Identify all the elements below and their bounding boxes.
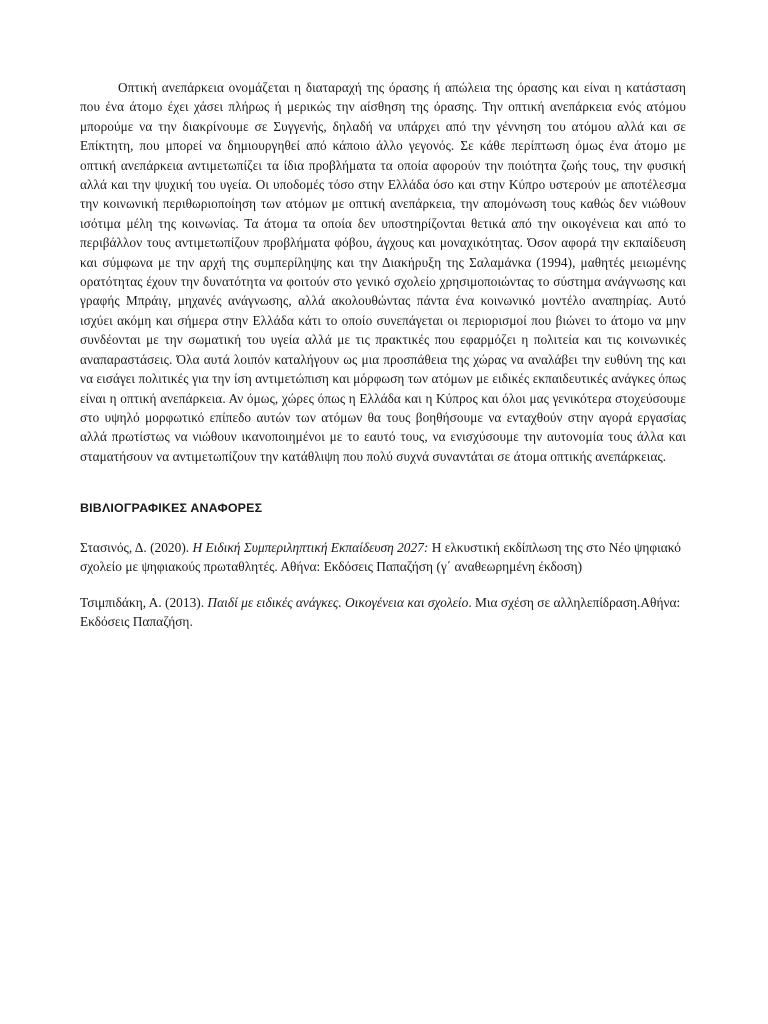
body-paragraph: Οπτική ανεπάρκεια ονομάζεται η διαταραχή της όρασης ή απώλεια της όρασης και είναι η κατάσταση που ένα άτομο έχει χάσει πλήρως ή μερικώς την αίσθηση της όρασης. Την οπτική ανεπάρκεια ενός ατόμου μπορούμε να την διακρίνουμε σε Συγγενής, δηλαδή να υπάρχει από την γέννηση του ατόμου αλλά και σε Επίκτητη, που μπορεί να δημιουργηθεί από κάποιο άλλο γεγονός. Σε κάθε περίπτωση όμως ένα άτομο με οπτική ανεπάρκεια αντιμετωπίζει τα ίδια προβλήματα τα οποία αφορούν την ποιότητα ζωής τους, την φυσική αλλά και την ψυχική του υγεία. Οι υποδομές τόσο στην Ελλάδα όσο και στην Κύπρο υστερούν με αποτέλεσμα την κοινωνική περιθωριοποίηση των ατόμων με οπτική ανεπάρκεια, την απομόνωση τους καθώς δεν νιώθουν ισότιμα μέλη της κοινωνίας. Τα άτομα τα οποία δεν υποστηρίζονται θετικά από την οικογένεια και από το περιβάλλον τους αντιμετωπίζουν προβλήματα φόβου, άγχους και μοναχικότητας. Όσον αφορά την εκπαίδευση και σύμφωνα με την αρχή της συμπερίληψης και την Διακήρυξη της Σαλαμάνκα (1994), μαθητές μειωμένης ορατότητας έχουν την δυνατότητα να φοιτούν στο γενικό σχολείο χρησιμοποιώντας το σύστημα ανάγνωσης και γραφής Μπράιγ, μηχανές ανάγνωσης, αλλά ακολουθώντας πάντα ένα κοινωνικό μοντέλο αναπηρίας. Αυτό ισχύει ακόμη και σήμερα στην Ελλάδα κάτι το οποίο συνεπάγεται οι περιορισμοί που βιώνει το άτομο να μην συνδέονται με την σωματική του υγεία αλλά με τις πρακτικές που εφαρμόζει η πολιτεία και τις κοινωνικές αναπαραστάσεις. Όλα αυτά λοιπόν καταλήγουν ως μια προσπάθεια της χώρας να αναλάβει την ευθύνη της και να εισάγει πολιτικές για την ίση αντιμετώπιση και μόρφωση των ατόμων με ειδικές εκπαιδευτικές ανάγκες όπως είναι η οπτική ανεπάρκεια. Αν όμως, χώρες όπως η Ελλάδα και η Κύπρος και όλοι μας γενικότερα στοχεύσουμε στο υψηλό μορφωτικό επίπεδο αυτών των ατόμων θα τους βοηθήσουμε να ενταχθούν στην αγορά εργασίας αλλά πρωτίστως να νιώθουν ικανοποιημένοι με το εαυτό τους, να ενισχύσουμε την αυτονομία τους άλλα και σταματήσουν να αντιμετωπίζουν την κατάθλιψη που πολύ συχνά συναντάται σε άτομα οπτικής ανεπάρκειας.: [80, 80, 686, 464]
reference-details: Η ελκυστική εκδίπλωση της στο Νέο ψηφιακό σχολείο με ψηφιακούς πρωταθλητές. Αθήνα: Εκδόσεις Παπαζήση (γ΄ αναθεωρημένη έκδοση): [80, 540, 681, 575]
reference-title: Η Ειδική Συμπεριληπτική Εκπαίδευση 2027:: [192, 540, 429, 556]
reference-author: Τσιμπιδάκη, Α. (2013).: [80, 595, 208, 611]
references-heading: ΒΙΒΛΙΟΓΡΑΦΙΚΕΣ ΑΝΑΦΟΡΕΣ: [80, 501, 263, 516]
reference-title: Παιδί με ειδικές ανάγκες. Οικογένεια και σχολείο: [207, 595, 469, 611]
reference-item-1: [80, 538, 686, 576]
document-page: [80, 78, 686, 631]
reference-author: Στασινός, Δ. (2020).: [80, 540, 193, 556]
reference-item-2: [80, 593, 686, 631]
reference-details: . Μια σχέση σε αλληλεπίδραση.Αθήνα: Εκδόσεις Παπαζήση.: [80, 595, 681, 630]
